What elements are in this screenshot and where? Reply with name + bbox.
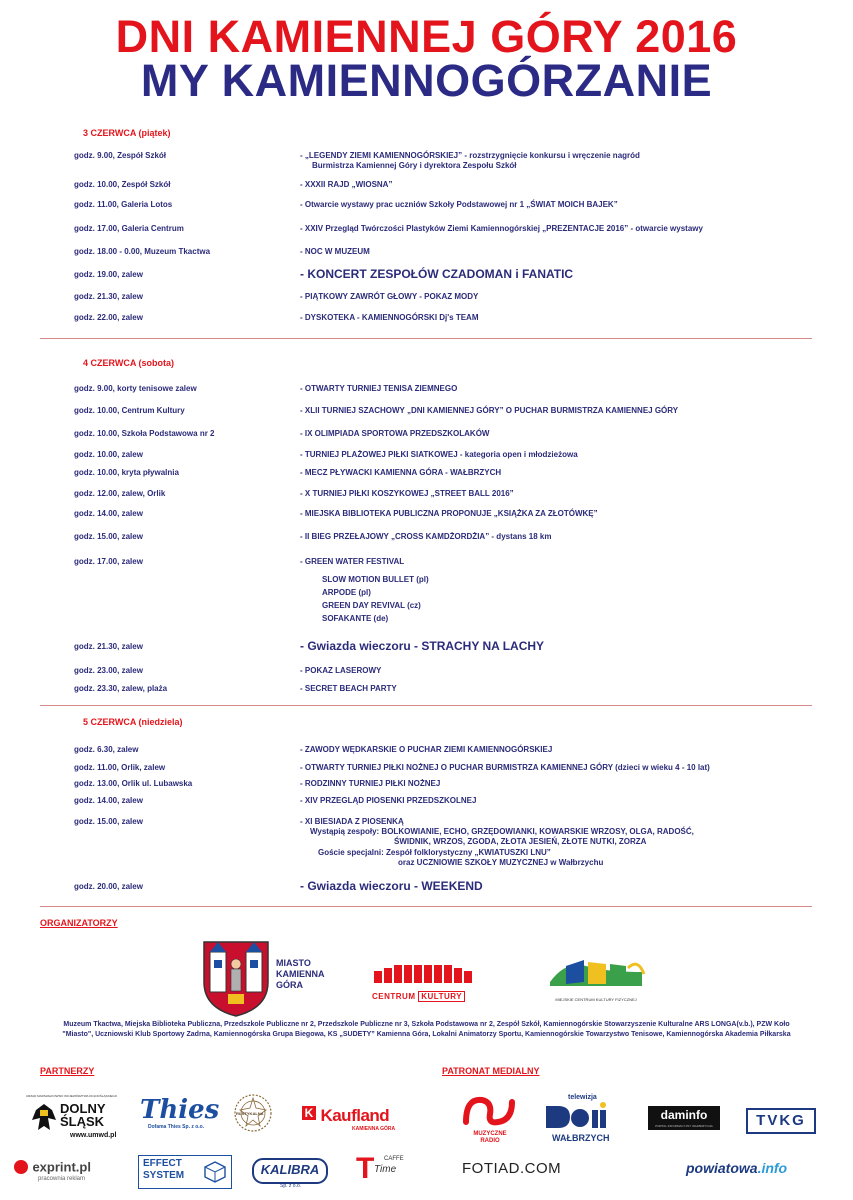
kalibra-sub: Sp. z o.o. bbox=[280, 1183, 302, 1189]
event-time: godz. 10.00, Centrum Kultury bbox=[74, 406, 185, 415]
event-desc: - TURNIEJ PLAŻOWEJ PIŁKI SIATKOWEJ - kategoria open i młodzieżowa bbox=[300, 450, 578, 459]
poster-subtitle: MY KAMIENNOGÓRZANIE bbox=[140, 55, 713, 106]
event-desc-line: Burmistrza Kamiennej Góry i dyrektora Zespołu Szkół bbox=[312, 161, 517, 170]
tvkg-text: TVKG bbox=[756, 1112, 806, 1129]
band-name: SOFAKANTE (de) bbox=[322, 614, 389, 623]
dami-icon bbox=[542, 1102, 608, 1132]
event-time: godz. 11.00, Orlik, zalew bbox=[74, 763, 166, 772]
event-time: godz. 10.00, kryta pływalnia bbox=[74, 468, 179, 477]
telewizja-dami-logo bbox=[542, 1094, 612, 1144]
exprint-logo bbox=[14, 1158, 91, 1182]
time-t-icon: T bbox=[356, 1152, 375, 1185]
event-desc-line: Wystąpią zespoły: BOLKOWIANIE, ECHO, GRZĘDOWIANKI, KOWARSKIE WRZOSY, OLGA, RADOŚĆ, bbox=[310, 827, 694, 836]
event-desc: - II BIEG PRZEŁAJOWY „CROSS KAMDŻORDŻIA” - dystans 18 km bbox=[300, 532, 552, 541]
time-text: Time bbox=[374, 1164, 397, 1175]
centrum-word: CENTRUM bbox=[372, 992, 416, 1001]
dolny-slask-url: www.umwd.pl bbox=[70, 1132, 117, 1139]
powiatowa-text: powiatowa bbox=[686, 1160, 758, 1176]
radio-wave-icon bbox=[460, 1094, 518, 1126]
event-desc: - XLII TURNIEJ SZACHOWY „DNI KAMIENNEJ GÓRY” O PUCHAR BURMISTRZA KAMIENNEJ GÓRY bbox=[300, 406, 679, 415]
day-title: 4 CZERWCA (sobota) bbox=[83, 358, 174, 368]
thies-logo bbox=[140, 1096, 220, 1130]
dolny-slask-logo bbox=[26, 1094, 122, 1144]
exprint-dot-icon bbox=[14, 1160, 28, 1174]
event-desc: - GREEN WATER FESTIVAL bbox=[300, 557, 405, 566]
event-time: godz. 23.00, zalew bbox=[74, 666, 143, 675]
event-desc-line: oraz UCZNIOWIE SZKOŁY MUZYCZNEJ w Wałbrzychu bbox=[398, 858, 604, 867]
mckf-logo bbox=[546, 952, 646, 1002]
event-desc: - RODZINNY TURNIEJ PIŁKI NOŻNEJ bbox=[300, 779, 441, 788]
event-desc: - KONCERT ZESPOŁÓW CZADOMAN i FANATIC bbox=[300, 267, 574, 281]
system-word: SYSTEM bbox=[143, 1170, 185, 1181]
band-name: GREEN DAY REVIVAL (cz) bbox=[322, 601, 421, 610]
event-desc: - MIEJSKA BIBLIOTEKA PUBLICZNA PROPONUJE „KSIĄŻKA ZA ZŁOTÓWKĘ” bbox=[300, 509, 598, 518]
effect-system-logo bbox=[138, 1155, 232, 1189]
mckf-text: MIEJSKIE CENTRUM KULTURY FIZYCZNEJ bbox=[555, 997, 637, 1002]
exprint-sub: pracownia reklam bbox=[38, 1176, 86, 1182]
kaufland-text: Kaufland bbox=[320, 1106, 390, 1125]
rustykalna-text: RUSTYKALNA bbox=[236, 1111, 264, 1116]
event-time: godz. 9.00, Zespół Szkół bbox=[74, 151, 167, 160]
event-time: godz. 21.30, zalew bbox=[74, 642, 143, 651]
city-crest-icon bbox=[200, 938, 272, 1018]
media-label: PATRONAT MEDIALNY bbox=[442, 1066, 540, 1076]
event-time: godz. 17.00, Galeria Centrum bbox=[74, 224, 184, 233]
radio-line: MUZYCZNE bbox=[473, 1131, 507, 1137]
exprint-text: exprint.pl bbox=[32, 1159, 91, 1175]
organizers-list: Muzeum Tkactwa, Miejska Biblioteka Publiczna, Przedszkole Publiczne nr 2, Przedszkole Publiczne nr 3, Szkoła Podstawowa nr 2, Zespół Szkół, Kamiennogórskie Stowarzyszenie Kulturalne ARS LONGA(v.b.), PZW Koło "Miasto", Uczniowski Klub Sportowy Zadrna, Kamiennogórska Grupa Biegowa, KS „SUDETY” Kamienna Góra, Lokalni Animatorzy Sportu, Kamiennogórskie Towarzystwo Tenisowe, Kamiennogórska Akademia Piłkarska bbox=[62, 1021, 791, 1038]
time-sub: CAFFE bbox=[384, 1156, 404, 1162]
event-time: godz. 22.00, zalew bbox=[74, 313, 143, 322]
event-desc: - Otwarcie wystawy prac uczniów Szkoły Podstawowej nr 1 „ŚWIAT MOICH BAJEK” bbox=[300, 200, 618, 209]
daminfo-logo bbox=[648, 1106, 720, 1130]
event-desc: - MECZ PŁYWACKI KAMIENNA GÓRA - WAŁBRZYCH bbox=[300, 468, 502, 477]
event-time: godz. 14.00, zalew bbox=[74, 509, 143, 518]
event-desc: - SECRET BEACH PARTY bbox=[300, 684, 397, 693]
effect-word: EFFECT bbox=[143, 1158, 182, 1169]
event-desc: - PIĄTKOWY ZAWRÓT GŁOWY - POKAZ MODY bbox=[300, 292, 479, 301]
event-desc: - XXIV Przegląd Twórczości Plastyków Ziemi Kamiennogórskiej „PREZENTACJE 2016” - otwarcie wystawy bbox=[300, 224, 703, 233]
event-desc: - DYSKOTEKA - KAMIENNOGÓRSKI Dj's TEAM bbox=[300, 313, 479, 322]
event-time: godz. 17.00, zalew bbox=[74, 557, 143, 566]
powiatowa-logo bbox=[686, 1160, 787, 1178]
event-time: godz. 21.30, zalew bbox=[74, 292, 143, 301]
tvkg-logo bbox=[746, 1108, 816, 1134]
organizers-label: ORGANIZATORZY bbox=[40, 918, 118, 928]
dolny-word: DOLNY bbox=[60, 1101, 106, 1116]
mckf-icon bbox=[546, 952, 646, 992]
city-logo-text bbox=[276, 958, 325, 991]
event-desc: - XI BIESIADA Z PIOSENKĄ bbox=[300, 817, 404, 826]
event-time: godz. 6.30, zalew bbox=[74, 745, 139, 754]
event-time: godz. 19.00, zalew bbox=[74, 270, 143, 279]
event-desc: - XXXII RAJD „WIOSNA” bbox=[300, 180, 393, 189]
kultury-word: KULTURY bbox=[418, 991, 465, 1002]
muzyczne-radio-logo bbox=[460, 1094, 520, 1144]
event-desc: - ZAWODY WĘDKARSKIE O PUCHAR ZIEMI KAMIENNOGÓRSKIEJ bbox=[300, 745, 553, 754]
day-title: 3 CZERWCA (piątek) bbox=[83, 128, 171, 138]
event-time: godz. 20.00, zalew bbox=[74, 882, 143, 891]
dolny-slask-text bbox=[60, 1102, 106, 1128]
city-logo-line: KAMIENNA bbox=[276, 969, 325, 979]
kalibra-text: KALIBRA bbox=[260, 1162, 320, 1177]
event-time: godz. 15.00, zalew bbox=[74, 532, 143, 541]
daminfo-text: daminfo bbox=[660, 1108, 708, 1122]
event-time: godz. 9.00, korty tenisowe zalew bbox=[74, 384, 197, 393]
thies-sub: Dofama Thies Sp. z o.o. bbox=[148, 1124, 205, 1130]
eagle-icon bbox=[30, 1102, 58, 1134]
centrum-kultury-logo bbox=[372, 963, 480, 1001]
event-desc: - OTWARTY TURNIEJ PIŁKI NOŻNEJ O PUCHAR BURMISTRZA KAMIENNEJ GÓRY (dzieci w wieku 4 - 10 lat) bbox=[300, 763, 710, 772]
event-desc-line: Goście specjalni: Zespół folklorystyczny „KWIATUSZKI LNU” bbox=[318, 848, 551, 857]
event-desc: - „LEGENDY ZIEMI KAMIENNOGÓRSKIEJ” - rozstrzygnięcie konkursu i wręczenie nagród bbox=[300, 151, 640, 160]
section-divider bbox=[40, 338, 812, 339]
kaufland-k-icon: K bbox=[302, 1106, 316, 1120]
band-name: ARPODE (pl) bbox=[322, 588, 371, 597]
tv-city-text: WAŁBRZYCH bbox=[552, 1133, 610, 1143]
event-time: godz. 14.00, zalew bbox=[74, 796, 143, 805]
thies-text: Thies bbox=[140, 1095, 220, 1125]
event-time: godz. 11.00, Galeria Lotos bbox=[74, 200, 173, 209]
time-caffe-logo bbox=[356, 1154, 416, 1194]
event-time: godz. 12.00, zalew, Orlik bbox=[74, 489, 166, 498]
event-desc: - X TURNIEJ PIŁKI KOSZYKOWEJ „STREET BALL 2016” bbox=[300, 489, 514, 498]
event-desc: - Gwiazda wieczoru - WEEKEND bbox=[300, 879, 483, 893]
kaufland-logo bbox=[302, 1106, 395, 1132]
event-time: godz. 15.00, zalew bbox=[74, 817, 143, 826]
section-divider bbox=[40, 906, 812, 907]
event-time: godz. 23.30, zalew, plaża bbox=[74, 684, 168, 693]
kalibra-logo bbox=[252, 1158, 328, 1184]
event-time: godz. 10.00, Szkoła Podstawowa nr 2 bbox=[74, 429, 215, 438]
band-name: SLOW MOTION BULLET (pl) bbox=[322, 575, 429, 584]
dolny-slask-small: URZĄD MARSZAŁKOWSKI WOJEWÓDZTWA DOLNOŚLĄSKIEGO bbox=[26, 1094, 118, 1098]
radio-text bbox=[460, 1131, 520, 1145]
rustykalna-logo bbox=[232, 1092, 274, 1143]
radio-line: RADIO bbox=[480, 1138, 500, 1144]
day-title: 5 CZERWCA (niedziela) bbox=[83, 717, 183, 727]
event-time: godz. 13.00, Orlik ul. Lubawska bbox=[74, 779, 193, 788]
city-logo-line: MIASTO bbox=[276, 958, 311, 968]
centrum-kultury-text bbox=[372, 992, 480, 1001]
event-time: godz. 10.00, zalew bbox=[74, 450, 143, 459]
cube-icon bbox=[203, 1160, 227, 1184]
partners-label: PARTNERZY bbox=[40, 1066, 95, 1076]
event-desc: - NOC W MUZEUM bbox=[300, 247, 370, 256]
city-crest-logo bbox=[200, 938, 272, 1023]
kaufland-sub: KAMIENNA GÓRA bbox=[352, 1126, 396, 1132]
powiatowa-tld: .info bbox=[757, 1160, 788, 1176]
event-desc: - IX OLIMPIADA SPORTOWA PRZEDSZKOLAKÓW bbox=[300, 429, 490, 438]
fotiad-logo: FOTIAD.COM bbox=[462, 1160, 562, 1177]
daminfo-sub: PORTAL INFORMACYJNY WAŁBRZYCHA bbox=[655, 1124, 713, 1128]
event-desc: - Gwiazda wieczoru - STRACHY NA LACHY bbox=[300, 639, 545, 653]
tv-top-text: telewizja bbox=[568, 1094, 597, 1101]
event-desc: - OTWARTY TURNIEJ TENISA ZIEMNEGO bbox=[300, 384, 458, 393]
section-divider bbox=[40, 705, 812, 706]
slask-word: ŚLĄSK bbox=[60, 1114, 105, 1129]
city-logo-line: GÓRA bbox=[276, 980, 303, 990]
centrum-kultury-icon bbox=[372, 963, 480, 989]
event-desc-line: ŚWIDNIK, WRZOS, ZGODA, ZŁOTA JESIEŃ, ZŁOTE NUTKI, ZORZA bbox=[394, 837, 647, 846]
event-time: godz. 10.00, Zespół Szkół bbox=[74, 180, 171, 189]
event-desc: - POKAZ LASEROWY bbox=[300, 666, 382, 675]
poster-title: DNI KAMIENNEJ GÓRY 2016 bbox=[115, 11, 738, 62]
event-desc: - XIV PRZEGLĄD PIOSENKI PRZEDSZKOLNEJ bbox=[300, 796, 477, 805]
event-time: godz. 18.00 - 0.00, Muzeum Tkactwa bbox=[74, 247, 211, 256]
